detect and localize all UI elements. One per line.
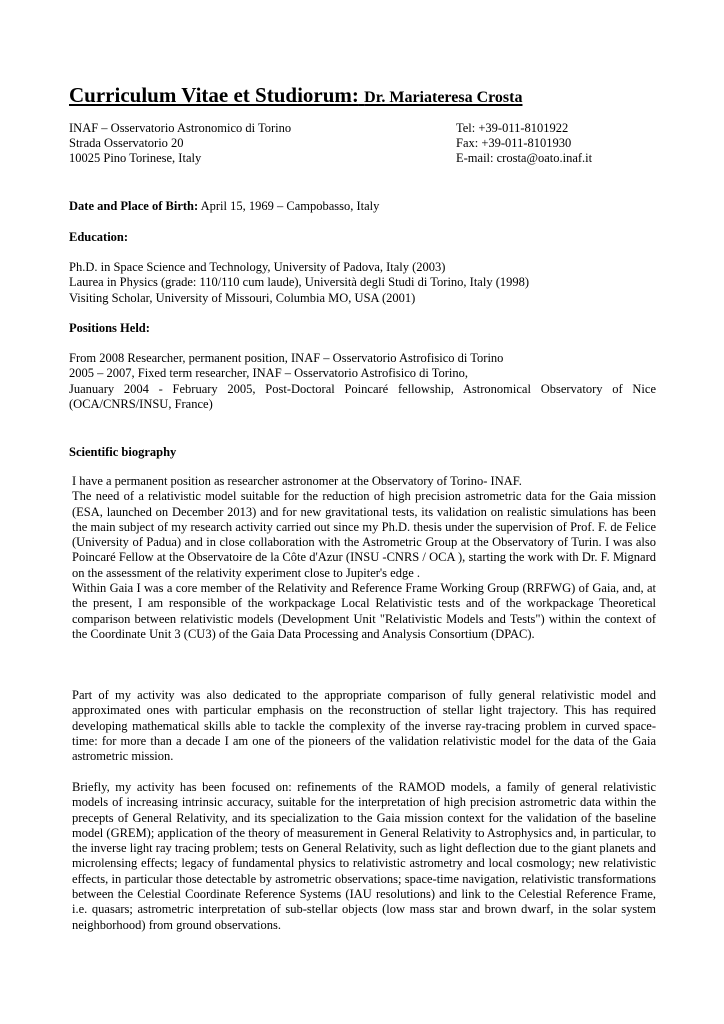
title-main: Curriculum Vitae et Studiorum: xyxy=(69,83,359,107)
birth-value: April 15, 1969 – Campobasso, Italy xyxy=(200,199,380,213)
title-name: Dr. Mariateresa Crosta xyxy=(364,89,523,106)
page-title xyxy=(69,84,522,109)
address-block xyxy=(69,121,291,167)
position-item: 2005 – 2007, Fixed term researcher, INAF – Osservatorio Astrofisico di Torino, xyxy=(69,366,469,381)
address-line: 10025 Pino Torinese, Italy xyxy=(69,151,202,166)
positions-heading: Positions Held: xyxy=(69,321,150,335)
email: E-mail: crosta@oato.inaf.it xyxy=(456,151,593,166)
biography-paragraph: Briefly, my activity has been focused on: refinements of the RAMOD models, a family of general relativistic models of increasing intrinsic accuracy, suitable for the interpretation of high precision astrometric data within the precepts of General Relativity, and its specialization to the Gaia mission context for the validation of the baseline model (GREM); application of the theory of measurement in General Relativity to Astrophysics and, in particular, to the inverse light ray tracing problem; tests on General Relativity, such as light deflection due to the giant planets and microlensing effects; legacy of fundamental physics to relativistic astrometry and local cosmology; new relativistic effects, in particular those detectable by astrometric observations; space-time navigation, relativistic transformations between the Celestial Coordinate Reference Systems (IAU resolutions) and link to the Celestial Reference Frame, i.e. quasars; astrometric interpretation of sub-stellar objects (low mass star and brown dwarf, in the solar system neighborhood) from ground observations. xyxy=(72,780,656,932)
biography-heading: Scientific biography xyxy=(69,445,177,459)
biography-paragraph: Part of my activity was also dedicated to the appropriate comparison of fully general relativistic model and approximated ones with particular emphasis on the reconstruction of stellar light trajectory. This has required developing mathematical skills able to tackle the complexity of the inverse ray-tracing problem in curved space-time: for more than a decade I am one of the pioneers of the validation relativistic model for the data of the Gaia astrometric mission. xyxy=(72,688,656,764)
position-item: From 2008 Researcher, permanent position, INAF – Osservatorio Astrofisico di Torino xyxy=(69,351,504,365)
bio-text: Within Gaia I was a core member of the Relativity and Reference Frame Working Group (RRFWG) of Gaia, and, at the present, I am responsible of the workpackage Local Relativistic tests and of the workpackage Theoretical comparison between relativistic models (Development Unit "Relativistic Models and Tests") within the context of the Coordinate Unit 3 (CU3) of the Gaia Data Processing and Analysis Consortium (DPAC). xyxy=(72,581,656,641)
fax: Fax: +39-011-8101930 xyxy=(456,136,572,151)
birth-label: Date and Place of Birth: xyxy=(69,199,199,213)
education-item: Visiting Scholar, University of Missouri, Columbia MO, USA (2001) xyxy=(69,290,416,305)
telephone: Tel: +39-011-8101922 xyxy=(456,121,569,135)
education-heading: Education: xyxy=(69,230,129,244)
address-line: Strada Osservatorio 20 xyxy=(69,136,184,151)
biography-paragraph xyxy=(72,474,656,642)
education-item: Ph.D. in Space Science and Technology, University of Padova, Italy (2003) xyxy=(69,260,446,274)
position-item: Juanuary 2004 - February 2005, Post-Doctoral Poincaré fellowship, Astronomical Observatory of Nice (OCA/CNRS/INSU, France) xyxy=(69,381,656,411)
education-list xyxy=(69,260,656,306)
positions-list xyxy=(69,351,656,412)
education-item: Laurea in Physics (grade: 110/110 cum laude), Università degli Studi di Torino, Italy (1998) xyxy=(69,275,530,290)
address-line: INAF – Osservatorio Astronomico di Torino xyxy=(69,121,292,135)
bio-text: The need of a relativistic model suitable for the reduction of high precision astrometric data for the Gaia mission (ESA, launched on December 2013) and for new gravitational tests, its validation on realistic simulations has been the main subject of my research activity carried out since my Ph.D. thesis under the supervision of Prof. F. de Felice (University of Padua) and in close collaboration with the Astrometric Group at the Observatory of Turin. I was also Poincaré Fellow at the Observatoire de la Côte d'Azur (INSU -CNRS / OCA ), starting the work with Dr. F. Mignard on the assessment of the relativity experiment close to Jupiter's edge . xyxy=(72,489,656,580)
bio-intro: I have a permanent position as researcher astronomer at the Observatory of Torino- INAF. xyxy=(72,474,522,488)
birth-info xyxy=(69,198,379,214)
contact-block xyxy=(456,121,592,167)
